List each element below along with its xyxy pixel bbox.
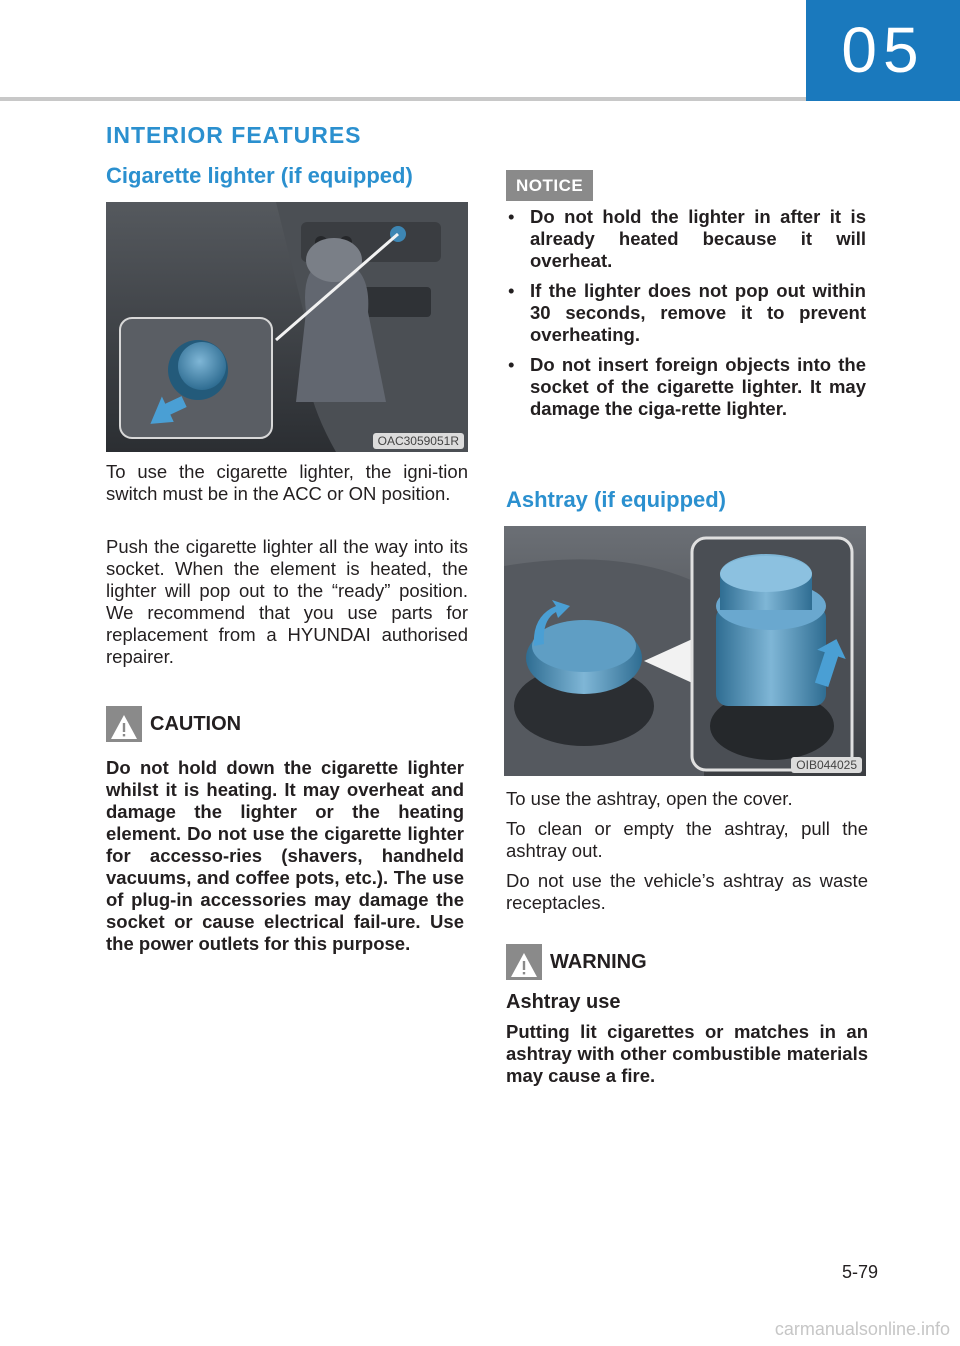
notice-list xyxy=(506,206,866,428)
body-paragraph: To clean or empty the ashtray, pull the ashtray out. xyxy=(506,818,868,861)
list-item: • Do not hold the lighter in after it is already heated because it will overheat. xyxy=(508,206,866,271)
warning-subheading: Ashtray use xyxy=(506,991,621,1013)
page-number: 5-79 xyxy=(841,1262,878,1282)
figure-code: OAC3059051R xyxy=(373,433,464,449)
body-paragraph: Do not use the vehicle’s ashtray as waste receptacles. xyxy=(506,870,868,913)
warning-triangle-icon xyxy=(506,944,542,980)
ashtray-illustration xyxy=(504,526,866,776)
caution-text: Do not hold down the cigarette lighter whilst it is heating. It may overheat and damage the lighter or the heating element. Do not use the cigarette lighter for accesso-ries (shavers, handheld vacuums, and coffee pots, etc.). The use of plug-in accessories may damage the socket or cause electrical fail-ure. Use the power outlets for this purpose. xyxy=(106,757,464,954)
cigarette-lighter-illustration xyxy=(106,202,468,452)
warning-label: WARNING xyxy=(550,950,647,973)
figure-code: OIB044025 xyxy=(791,757,862,773)
body-paragraph: To use the cigarette lighter, the igni-tion switch must be in the ACC or ON position. xyxy=(106,461,468,504)
warning-header xyxy=(506,944,647,980)
warning-text: Putting lit cigarettes or matches in an ashtray with other combustible materials may cause a fire. xyxy=(506,1021,868,1086)
notice-badge: NOTICE xyxy=(506,170,593,201)
section-title: INTERIOR FEATURES xyxy=(106,122,362,148)
watermark: carmanualsonline.info xyxy=(774,1319,950,1339)
caution-triangle-icon xyxy=(106,706,142,742)
chapter-tab: 05 xyxy=(806,0,960,101)
cigarette-lighter-figure xyxy=(106,202,468,452)
list-item: • Do not insert foreign objects into the socket of the cigarette lighter. It may damage the ciga-rette lighter. xyxy=(508,354,866,419)
ashtray-figure xyxy=(504,526,866,776)
caution-label: CAUTION xyxy=(150,712,242,735)
caution-header xyxy=(106,706,241,742)
header-rule xyxy=(0,97,806,101)
list-item: • If the lighter does not pop out within 30 seconds, remove it to prevent overheating. xyxy=(508,280,866,345)
ashtray-heading: Ashtray (if equipped) xyxy=(506,487,727,512)
body-paragraph: To use the ashtray, open the cover. xyxy=(506,788,793,809)
body-paragraph: Push the cigarette lighter all the way into its socket. When the element is heated, the lighter will pop out to the “ready” position. We recommend that you use parts for replacement from a HYUNDAI authorised repairer. xyxy=(106,536,468,667)
cigarette-lighter-heading: Cigarette lighter (if equipped) xyxy=(106,163,413,188)
